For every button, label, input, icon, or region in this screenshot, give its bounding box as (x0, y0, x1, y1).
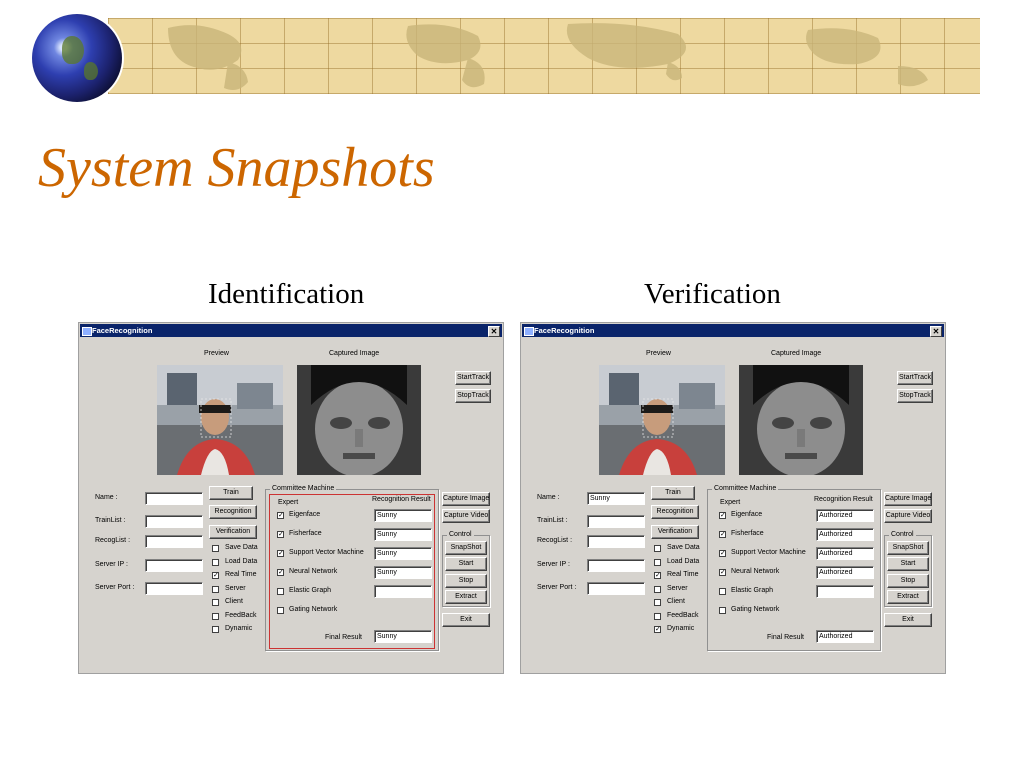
committee-machine-title: Committee Machine (714, 485, 777, 492)
result-header: Recognition Result (372, 496, 431, 503)
expert-label: Neural Network (289, 568, 338, 575)
expert-header: Expert (278, 499, 299, 506)
serverip-input[interactable] (145, 559, 203, 572)
recoglist-input[interactable] (587, 535, 645, 548)
expert-result-field[interactable]: Sunny (374, 528, 432, 541)
final-result-label: Final Result (767, 634, 804, 641)
serverport-label: Server Port : (95, 584, 135, 591)
capture-video-button[interactable]: Capture Video (884, 509, 932, 523)
option-checkbox[interactable] (212, 559, 219, 566)
option-checkbox[interactable] (212, 613, 219, 620)
serverip-label: Server IP : (95, 561, 128, 568)
expert-result-field[interactable]: Authorized (816, 566, 874, 579)
start-button[interactable]: Start (445, 557, 487, 571)
control-title: Control (891, 531, 914, 538)
option-checkbox[interactable] (212, 586, 219, 593)
expert-checkbox[interactable]: ✓ (278, 569, 284, 576)
option-label: Real Time (225, 571, 257, 578)
expert-checkbox[interactable]: ✓ (278, 550, 284, 557)
option-checkbox[interactable]: ✓ (655, 572, 661, 579)
window-titlebar[interactable] (522, 324, 944, 337)
option-label: Real Time (667, 571, 699, 578)
option-checkbox[interactable] (654, 613, 661, 620)
expert-checkbox[interactable] (719, 588, 726, 595)
stop-button[interactable]: Stop (887, 574, 929, 588)
trainlist-label: TrainList : (95, 517, 126, 524)
option-checkbox[interactable]: ✓ (655, 626, 661, 633)
expert-label: Gating Network (731, 606, 780, 613)
expert-result-field[interactable]: Authorized (816, 528, 874, 541)
serverip-input[interactable] (587, 559, 645, 572)
option-label: FeedBack (667, 611, 699, 619)
face-recognition-window (78, 322, 504, 674)
captured-face-image (739, 365, 863, 475)
name-input[interactable] (145, 492, 203, 505)
expert-label: Support Vector Machine (289, 549, 364, 556)
expert-checkbox[interactable]: ✓ (278, 512, 284, 519)
option-label: Client (225, 598, 243, 605)
start-track-button[interactable]: StartTrack (455, 371, 491, 385)
capture-image-button[interactable]: Capture Image (442, 492, 490, 506)
stop-track-button[interactable]: StopTrack (455, 389, 491, 403)
serverport-input[interactable] (145, 582, 203, 595)
option-label: Server (225, 584, 246, 592)
stop-button[interactable]: Stop (445, 574, 487, 588)
snapshot-button[interactable]: SnapShot (445, 541, 487, 555)
trainlist-input[interactable] (145, 515, 203, 528)
expert-label: Neural Network (731, 568, 780, 575)
option-label: Dynamic (225, 625, 253, 632)
expert-label: Gating Network (289, 606, 338, 613)
option-checkbox[interactable] (654, 599, 661, 606)
window-title: FaceRecognition (534, 326, 595, 335)
expert-label: Support Vector Machine (731, 549, 806, 556)
face-recognition-window (520, 322, 946, 674)
caption-verification: Verification (644, 278, 781, 310)
final-result-field[interactable]: Sunny (374, 630, 432, 643)
expert-header: Expert (720, 499, 741, 506)
result-header: Recognition Result (814, 496, 873, 503)
map-continents (108, 18, 980, 94)
expert-label: Elastic Graph (731, 587, 774, 594)
stop-track-button[interactable]: StopTrack (897, 389, 933, 403)
extract-button[interactable]: Extract (445, 590, 487, 604)
option-label: Load Data (667, 557, 700, 565)
expert-checkbox[interactable]: ✓ (720, 569, 726, 576)
name-label: Name : (537, 494, 560, 501)
expert-result-field[interactable]: Sunny (374, 547, 432, 560)
expert-label: Eigenface (731, 511, 763, 518)
recognition-button[interactable]: Recognition (209, 505, 257, 519)
option-checkbox[interactable]: ✓ (213, 572, 219, 579)
train-button[interactable]: Train (209, 486, 253, 500)
expert-checkbox[interactable]: ✓ (720, 550, 726, 557)
option-checkbox[interactable] (654, 559, 661, 566)
expert-checkbox[interactable] (719, 607, 726, 614)
app-icon (82, 327, 92, 336)
window-titlebar[interactable] (80, 324, 502, 337)
verification-button[interactable]: Verification (209, 525, 257, 539)
preview-image (157, 365, 283, 475)
option-label: Load Data (225, 557, 258, 565)
exit-button[interactable]: Exit (442, 613, 490, 627)
option-checkbox[interactable] (212, 599, 219, 606)
expert-result-field[interactable]: Sunny (374, 509, 432, 522)
option-checkbox[interactable] (212, 545, 219, 552)
serverport-input[interactable] (587, 582, 645, 595)
start-track-button[interactable]: StartTrack (897, 371, 933, 385)
expert-checkbox[interactable] (277, 588, 284, 595)
captured-image-label: Captured Image (329, 350, 380, 357)
expert-checkbox[interactable]: ✓ (720, 531, 726, 538)
snapshot-button[interactable]: SnapShot (887, 541, 929, 555)
expert-checkbox[interactable] (277, 607, 284, 614)
window-title: FaceRecognition (92, 326, 153, 335)
expert-checkbox[interactable]: ✓ (720, 512, 726, 519)
expert-result-field[interactable]: Authorized (816, 509, 874, 522)
capture-video-button[interactable]: Capture Video (442, 509, 490, 523)
name-label: Name : (95, 494, 118, 501)
recoglist-label: RecogList : (537, 537, 573, 544)
expert-result-field[interactable]: Authorized (816, 547, 874, 560)
expert-result-field[interactable]: Sunny (374, 566, 432, 579)
captured-face-image (297, 365, 421, 475)
preview-label: Preview (646, 350, 671, 357)
option-label: FeedBack (225, 611, 257, 619)
expert-label: Fisherface (289, 530, 322, 537)
expert-label: Eigenface (289, 511, 321, 518)
verification-button[interactable]: Verification (651, 525, 699, 539)
capture-image-button[interactable]: Capture Image (884, 492, 932, 506)
option-label: Server (667, 584, 688, 592)
trainlist-input[interactable] (587, 515, 645, 528)
option-checkbox[interactable] (212, 626, 219, 633)
recoglist-input[interactable] (145, 535, 203, 548)
preview-label: Preview (204, 350, 229, 357)
option-checkbox[interactable] (654, 586, 661, 593)
globe-logo-icon (32, 14, 122, 102)
close-icon[interactable]: ✕ (488, 326, 500, 337)
final-result-label: Final Result (325, 634, 362, 641)
captured-image-label: Captured Image (771, 350, 822, 357)
preview-image (599, 365, 725, 475)
caption-identification: Identification (208, 278, 365, 310)
serverip-label: Server IP : (537, 561, 570, 568)
slide-title: System Snapshots (38, 137, 435, 199)
option-label: Dynamic (667, 625, 695, 632)
recoglist-label: RecogList : (95, 537, 131, 544)
expert-result-field[interactable] (374, 585, 432, 598)
world-map-banner (108, 18, 980, 94)
final-result-field[interactable]: Authorized (816, 630, 874, 643)
name-input[interactable]: Sunny (587, 492, 645, 505)
expert-result-field[interactable] (816, 585, 874, 598)
trainlist-label: TrainList : (537, 517, 568, 524)
expert-label: Elastic Graph (289, 587, 332, 594)
expert-checkbox[interactable]: ✓ (278, 531, 284, 538)
option-label: Save Data (225, 544, 258, 551)
exit-button[interactable]: Exit (884, 613, 932, 627)
committee-machine-title: Committee Machine (272, 485, 335, 492)
control-title: Control (449, 531, 472, 538)
option-label: Save Data (667, 544, 700, 551)
serverport-label: Server Port : (537, 584, 577, 591)
app-icon (524, 327, 534, 336)
option-checkbox[interactable] (654, 545, 661, 552)
recognition-button[interactable]: Recognition (651, 505, 699, 519)
expert-label: Fisherface (731, 530, 764, 537)
close-icon[interactable]: ✕ (930, 326, 942, 337)
extract-button[interactable]: Extract (887, 590, 929, 604)
start-button[interactable]: Start (887, 557, 929, 571)
option-label: Client (667, 598, 685, 605)
train-button[interactable]: Train (651, 486, 695, 500)
